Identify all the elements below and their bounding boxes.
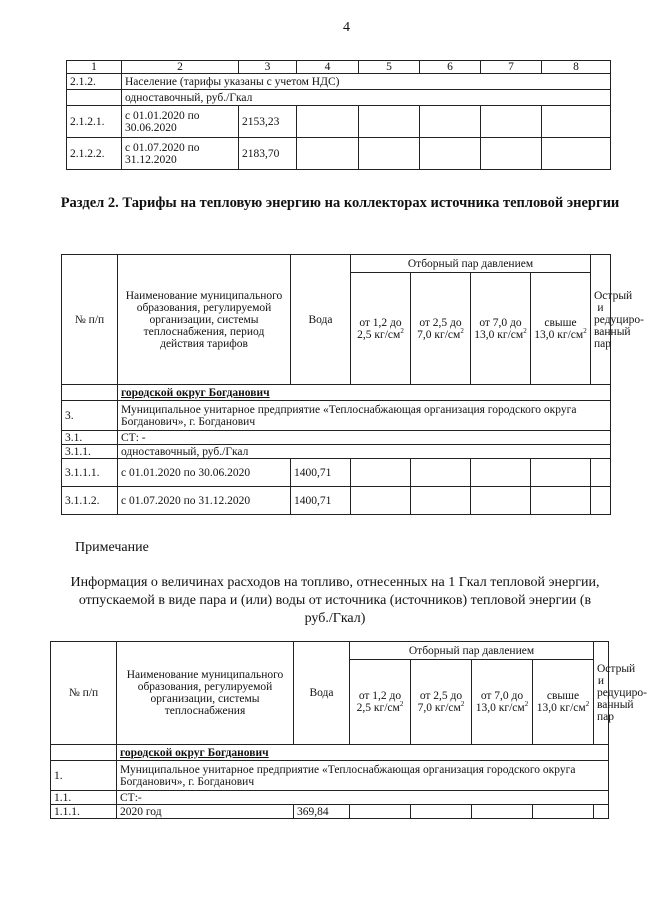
header-water: Вода [294,642,350,745]
table-row [51,761,609,791]
table-header-row [51,642,609,660]
table-row [67,90,611,106]
header-pressure-1: от 1,2 до 2,5 $кг/см^2$ [350,660,411,745]
table-row [67,106,611,138]
header-pressure-4: свыше 13,0 $кг/см^2$ [533,660,594,745]
row-number: 2.1.2. [67,74,122,90]
header-name: Наименование муниципального образования, регулируемой организации, системы теплоснабжения, период действия тарифов [118,255,291,385]
table-row [62,487,611,515]
table-row [67,74,611,90]
row-label: Муниципальное унитарное предприятие «Теплоснабжающая организация городского округа Богданович», г. Богданович [118,401,611,431]
header-pressure-3: от 7,0 до 13,0 $кг/см^2$ [472,660,533,745]
row-label: с 01.07.2020 по 31.12.2020 [118,487,291,515]
district-row [51,745,609,761]
table-row [62,401,611,431]
header-water: Вода [291,255,351,385]
table-row [67,138,611,170]
header-pressure-2: от 2,5 до 7,0 $кг/см^2$ [411,273,471,385]
water-value: 1400,71 [291,487,351,515]
row-number: 3.1.1. [62,445,118,459]
section-title: Раздел 2. Тарифы на тепловую энергию на коллекторах источника тепловой энергии [60,195,620,211]
table-row [51,805,609,819]
row-label: одноставочный, руб./Гкал [122,90,611,106]
water-value: 2153,23 [239,106,297,138]
row-number: 2.1.2.1. [67,106,122,138]
table-row [62,445,611,459]
row-number: 3.1. [62,431,118,445]
table-row [62,459,611,487]
tariff-table-continuation [66,60,611,170]
col-num: 1 [67,61,122,74]
fuel-cost-table [50,641,647,819]
row-label: СТ: - [118,431,611,445]
header-pressure-1: от 1,2 до 2,5 $кг/см^2$ [351,273,411,385]
row-label: с 01.07.2020 по 31.12.2020 [122,138,239,170]
header-num: № п/п [62,255,118,385]
fuel-cost-info: Информация о величинах расходов на топливо, отнесенных на 1 Гкал тепловой энергии, отпускаемой в виде пара и (или) воды от источника (источников) тепловой энергии (в руб./Гкал) [70,575,600,626]
header-pressure-3: от 7,0 до 13,0 $кг/см^2$ [471,273,531,385]
row-number: 3. [62,401,118,431]
col-num: 3 [239,61,297,74]
collector-tariff-table [61,254,644,515]
row-label: Муниципальное унитарное предприятие «Теплоснабжающая организация городского округа Богданович», г. Богданович [117,761,609,791]
col-num: 2 [122,61,239,74]
district-row [62,385,611,401]
header-pressure-4: свыше 13,0 $кг/см^2$ [531,273,591,385]
district-name: городской округ Богданович [118,385,611,401]
col-num: 7 [481,61,542,74]
water-value: 2183,70 [239,138,297,170]
row-label: 2020 год [117,805,294,819]
row-number: 1.1. [51,791,117,805]
table-header-row [62,255,611,273]
row-label: с 01.01.2020 по 30.06.2020 [118,459,291,487]
row-number: 3.1.1.2. [62,487,118,515]
row-label: одноставочный, руб./Гкал [118,445,611,459]
header-sharp-steam: Острый и редуциро- ванный пар [591,255,611,385]
header-steam-group: Отборный пар давлением [350,642,594,660]
header-name: Наименование муниципального образования, регулируемой организации, системы теплоснабжения [117,642,294,745]
page-number: 4 [343,20,350,35]
col-num: 8 [542,61,611,74]
header-steam-group: Отборный пар давлением [351,255,591,273]
water-value: 1400,71 [291,459,351,487]
note-label: Примечание [75,540,149,555]
column-number-row [67,61,611,74]
row-label: Население (тарифы указаны с учетом НДС) [122,74,611,90]
header-pressure-2: от 2,5 до 7,0 $кг/см^2$ [411,660,472,745]
row-number: 2.1.2.2. [67,138,122,170]
row-number: 1. [51,761,117,791]
row-number: 1.1.1. [51,805,117,819]
row-number: 3.1.1.1. [62,459,118,487]
row-number [67,90,122,106]
water-value: 369,84 [294,805,350,819]
row-label: СТ:- [117,791,609,805]
row-label: с 01.01.2020 по 30.06.2020 [122,106,239,138]
col-num: 4 [297,61,359,74]
col-num: 6 [420,61,481,74]
col-num: 5 [359,61,420,74]
district-name: городской округ Богданович [117,745,609,761]
table-row [62,431,611,445]
table-row [51,791,609,805]
header-sharp-steam: Острый и редуциро- ванный пар [594,642,609,745]
header-num: № п/п [51,642,117,745]
